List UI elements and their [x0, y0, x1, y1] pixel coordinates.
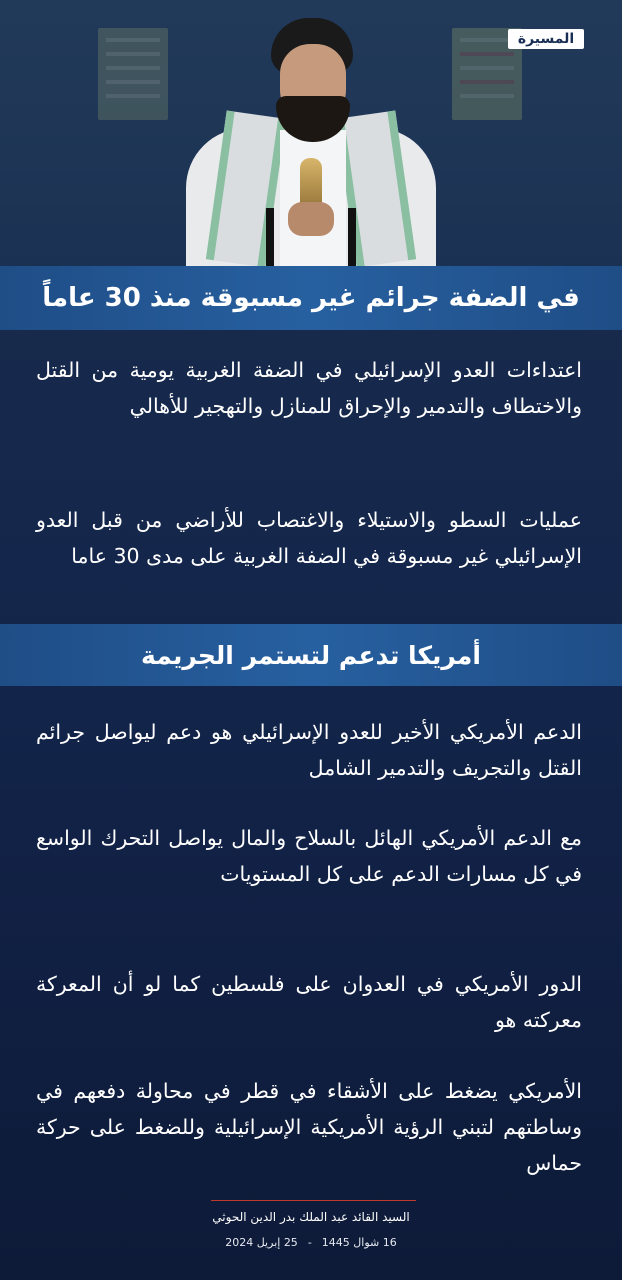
section-title-westbank: في الضفة جرائم غير مسبوقة منذ 30 عاماً	[0, 266, 622, 330]
paragraph-westbank-land-seizure: عمليات السطو والاستيلاء والاغتصاب للأراضي من قبل العدو الإسرائيلي غير مسبوقة في الضفة الغربية على مدى 30 عاما	[36, 508, 582, 568]
date-hijri: 16 شوال 1445	[321, 1236, 397, 1249]
microphone-icon	[348, 208, 356, 268]
microphone-icon	[266, 208, 274, 268]
paragraph-westbank-attacks: اعتداءات العدو الإسرائيلي في الضفة الغربية يومية من القتل والاختطاف والتدمير والإحراق للمنازل والتهجير للأهالي	[36, 358, 582, 418]
brand-logo: المسيرة	[508, 29, 584, 49]
paragraph-us-weapons: مع الدعم الأمريكي الهائل بالسلاح والمال يواصل التحرك الواسع في كل مسارات الدعم على كل المستويات	[36, 826, 582, 886]
speaker-portrait	[176, 18, 446, 268]
paragraph-us-support: الدعم الأمريكي الأخير للعدو الإسرائيلي هو دعم ليواصل جرائم القتل والتجريف والتدمير الشامل	[36, 720, 582, 780]
footer-divider	[211, 1200, 416, 1201]
hero-portrait	[0, 0, 622, 268]
paragraph-us-qatar-pressure: الأمريكي يضغط على الأشقاء في قطر في محاولة دفعهم في وساطتهم لتبني الرؤية الأمريكية الإسرائيلية وللضغط على حركة حماس	[36, 1079, 582, 1175]
date-separator: -	[307, 1236, 312, 1249]
date-gregorian: 25 إبريل 2024	[225, 1236, 298, 1249]
section-title-us-support: أمريكا تدعم لتستمر الجريمة	[0, 624, 622, 686]
paragraph-us-role: الدور الأمريكي في العدوان على فلسطين كما لو أن المعركة معركته هو	[36, 972, 582, 1032]
background-banner-left	[98, 28, 168, 120]
footer-speaker-name: السيد القائد عبد الملك بدر الدين الحوثي	[212, 1210, 410, 1224]
footer-date	[0, 1236, 622, 1249]
